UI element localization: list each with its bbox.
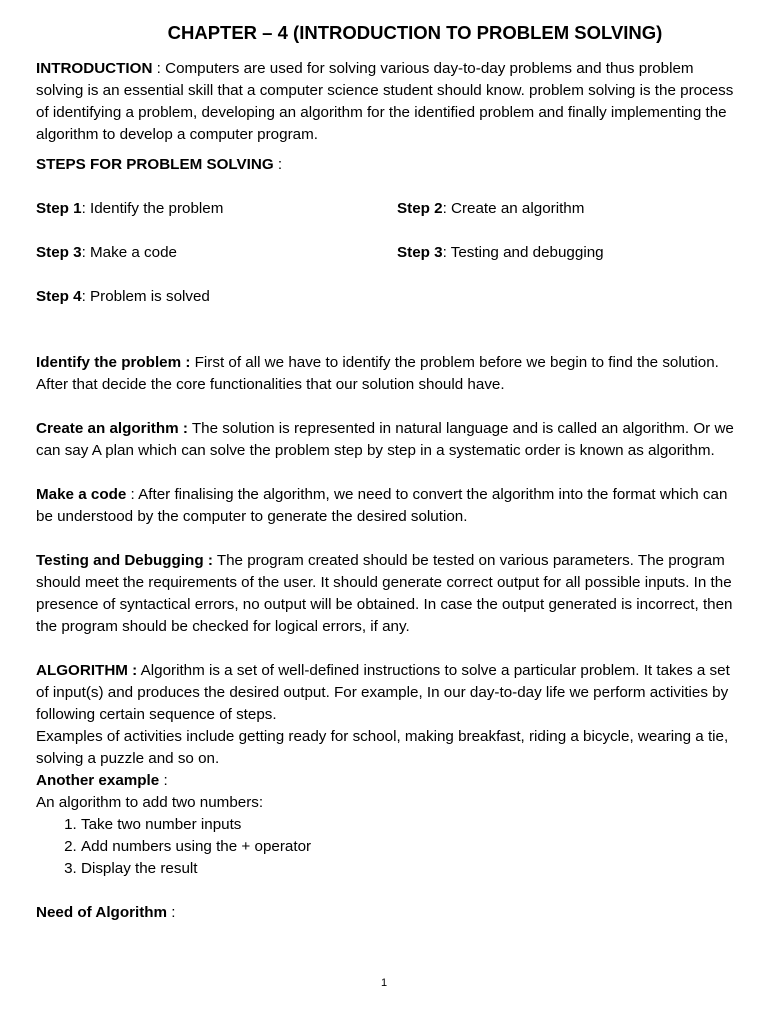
need-of-algorithm-label: Need of Algorithm: [36, 904, 168, 921]
section-text: The solution is represented in natural language and is called an algorithm. Or we can say A plan which can solve the problem step by step in a systematic order is known as algorithm.: [36, 420, 734, 459]
step-label: Step 2: [397, 200, 443, 217]
steps-heading-separator: :: [273, 156, 283, 173]
add-numbers-intro: An algorithm to add two numbers:: [36, 794, 264, 811]
step-label: Step 4: [36, 288, 82, 305]
section-label: Testing and Debugging :: [36, 552, 213, 569]
algorithm-text: Algorithm is a set of well-defined instructions to solve a particular problem. It takes a set of input(s) and produces the desired output. For example, In our day-to-day life we perform activities by following certain sequence of steps.: [36, 662, 730, 723]
section-label: Create an algorithm :: [36, 420, 188, 437]
need-of-algorithm-heading: [36, 902, 736, 924]
section-text: First of all we have to identify the problem before we begin to find the solution. After that decide the core functionalities that our solution should have.: [36, 354, 719, 393]
make-code-paragraph: [36, 484, 736, 528]
step-item: [397, 198, 736, 220]
section-text: : After finalising the algorithm, we need to convert the algorithm into the format which can be understood by the computer to generate the desired solution.: [36, 486, 728, 525]
section-label: Make a code: [36, 486, 127, 503]
step-text: : Create an algorithm: [442, 200, 585, 217]
step-text: : Testing and debugging: [442, 244, 604, 261]
step-text: : Identify the problem: [81, 200, 224, 217]
step-label: Step 3: [397, 244, 443, 261]
introduction-separator: :: [152, 60, 166, 77]
testing-debugging-paragraph: [36, 550, 736, 638]
page-title: CHAPTER – 4 (INTRODUCTION TO PROBLEM SOLVING): [167, 22, 663, 43]
section-text: The program created should be tested on various parameters. The program should meet the requirements of the user. It should generate correct output for all possible inputs. In the presence of syntactical errors, no output will be obtained. In case the output generated is incorrect, then the program should be checked for logical errors, if any.: [36, 552, 733, 635]
list-item: 3. Display the result: [81, 858, 736, 880]
steps-list: [36, 198, 736, 308]
need-of-algorithm-separator: :: [167, 904, 176, 921]
another-example-separator: :: [159, 772, 168, 789]
introduction-label: INTRODUCTION: [36, 60, 153, 77]
page-number: 1: [380, 977, 388, 989]
document-page: [36, 20, 736, 924]
introduction-paragraph: [36, 58, 736, 146]
another-example-label: Another example: [36, 772, 160, 789]
list-item: 2. Add numbers using the + operator: [81, 836, 736, 858]
section-label: Identify the problem :: [36, 354, 191, 371]
identify-problem-paragraph: [36, 352, 736, 396]
step-text: : Problem is solved: [81, 288, 210, 305]
algorithm-paragraph: [36, 660, 736, 726]
add-numbers-list: [36, 814, 736, 880]
examples-paragraph: Examples of activities include getting ready for school, making breakfast, riding a bicycle, wearing a tie, solving a puzzle and so on.: [36, 728, 729, 767]
step-item: [36, 286, 397, 308]
step-item: [397, 242, 736, 264]
step-item: [36, 242, 397, 264]
introduction-text: Computers are used for solving various day-to-day problems and thus problem solving is an essential skill that a computer science student should know. problem solving is the process of identifying a problem, developing an algorithm for the identified problem and finally implementing the algorithm to develop a computer program.: [36, 60, 734, 143]
create-algorithm-paragraph: [36, 418, 736, 462]
step-text: : Make a code: [81, 244, 177, 261]
step-label: Step 3: [36, 244, 82, 261]
steps-heading: [36, 154, 736, 176]
step-label: Step 1: [36, 200, 82, 217]
another-example-heading: [36, 770, 736, 792]
steps-heading-label: STEPS FOR PROBLEM SOLVING: [36, 156, 274, 173]
list-item: 1. Take two number inputs: [81, 814, 736, 836]
step-item: [36, 198, 397, 220]
algorithm-label: ALGORITHM :: [36, 662, 138, 679]
